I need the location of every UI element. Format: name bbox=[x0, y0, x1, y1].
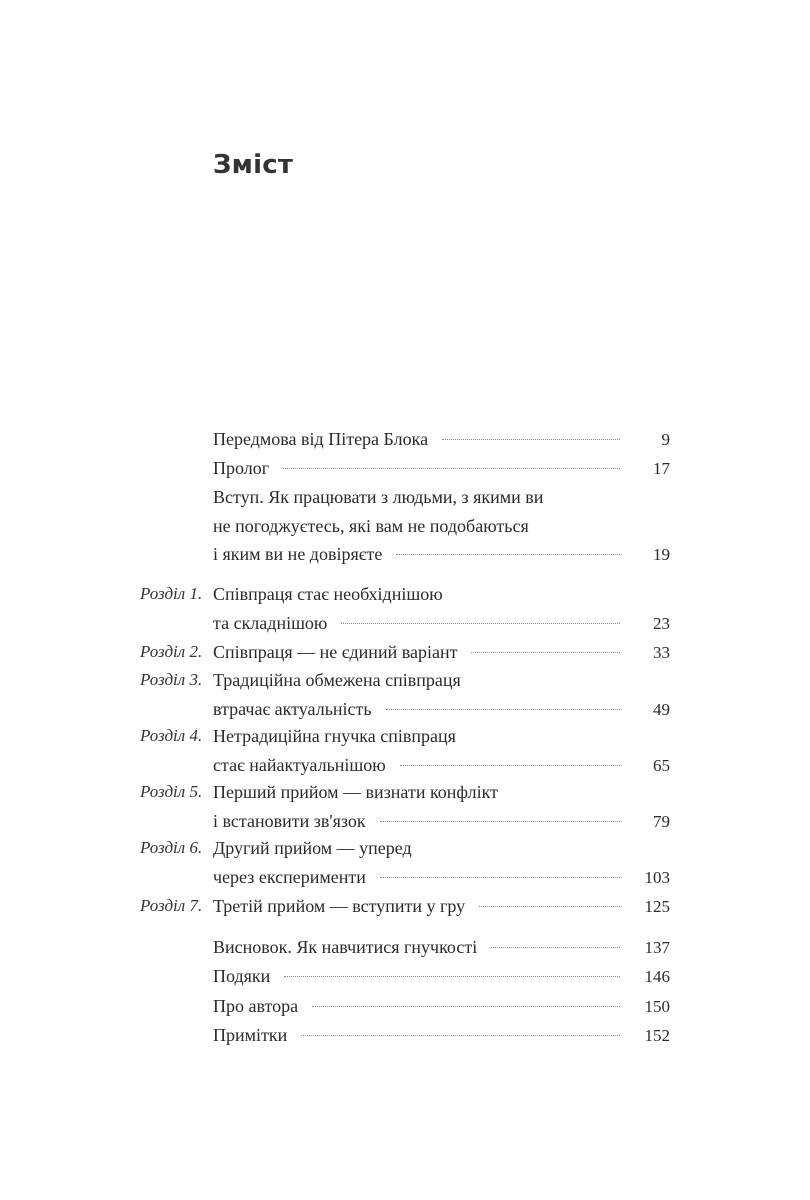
entry-title: і яким ви не довіряєте bbox=[213, 544, 383, 564]
dot-leader bbox=[380, 877, 620, 878]
dot-leader bbox=[380, 821, 620, 822]
entry-title: Передмова від Пітера Блока bbox=[213, 429, 429, 449]
page-number: 152 bbox=[644, 1026, 670, 1045]
page-number: 49 bbox=[653, 699, 670, 719]
page-number: 79 bbox=[653, 811, 670, 831]
entry-title: не погоджуєтесь, які вам не подобаються bbox=[213, 515, 529, 536]
chapter-label: Розділ 4. bbox=[140, 726, 203, 745]
entry-title: та складнішою bbox=[213, 612, 328, 633]
page-number: 103 bbox=[644, 867, 670, 887]
dot-leader bbox=[442, 439, 620, 440]
entry-title: Третій прийом — вступити у гру bbox=[213, 896, 466, 916]
entry-title: втрачає актуальність bbox=[213, 698, 372, 719]
chapter-label: Розділ 3. bbox=[140, 670, 203, 689]
dot-leader bbox=[386, 709, 620, 710]
dot-leader bbox=[284, 976, 620, 977]
page-number: 17 bbox=[653, 459, 670, 478]
entry-title: Нетрадиційна гнучка співпраця bbox=[213, 726, 456, 746]
entry-title: Другий прийом — уперед bbox=[213, 838, 412, 858]
chapter-label: Розділ 7. bbox=[140, 896, 203, 915]
entry-title: Традиційна обмежена співпраця bbox=[213, 670, 461, 690]
page-number: 33 bbox=[653, 643, 670, 662]
page-number: 146 bbox=[644, 967, 670, 986]
entry-title: Вступ. Як працювати з людьми, з якими ви bbox=[213, 487, 544, 507]
toc-entry-notes[interactable] bbox=[140, 1021, 670, 1050]
page-number: 125 bbox=[644, 897, 670, 916]
page-title: Зміст bbox=[213, 150, 294, 180]
entry-title: через експерименти bbox=[213, 866, 366, 887]
page-number: 19 bbox=[653, 545, 670, 564]
dot-leader bbox=[283, 468, 620, 469]
toc-entry-chapter-3[interactable] bbox=[140, 666, 670, 723]
entry-title: стає найактуальнішою bbox=[213, 754, 386, 775]
entry-title: Примітки bbox=[213, 1025, 288, 1045]
entry-title: Про автора bbox=[213, 996, 299, 1016]
dot-leader bbox=[396, 554, 620, 555]
page-number: 9 bbox=[661, 430, 670, 449]
toc-entry-chapter-6[interactable] bbox=[140, 834, 670, 891]
toc-entry-chapter-1[interactable] bbox=[140, 580, 670, 637]
toc-entry-chapter-2[interactable] bbox=[140, 638, 670, 667]
chapter-label: Розділ 6. bbox=[140, 838, 203, 857]
entry-title: Співпраця стає необхіднішою bbox=[213, 584, 443, 604]
page-number: 137 bbox=[644, 938, 670, 957]
entry-title: і встановити зв'язок bbox=[213, 810, 366, 831]
toc-entry-introduction[interactable] bbox=[140, 483, 670, 569]
toc-entry-chapter-4[interactable] bbox=[140, 722, 670, 779]
toc-entry-chapter-7[interactable] bbox=[140, 892, 670, 921]
toc-entry-foreword[interactable] bbox=[140, 425, 670, 454]
chapter-label: Розділ 5. bbox=[140, 782, 203, 801]
chapter-label: Розділ 1. bbox=[140, 584, 203, 603]
dot-leader bbox=[400, 765, 620, 766]
toc-entry-acknowledgements[interactable] bbox=[140, 962, 670, 991]
chapter-label: Розділ 2. bbox=[140, 642, 203, 661]
entry-title: Перший прийом — визнати конфлікт bbox=[213, 782, 498, 802]
entry-title: Пролог bbox=[213, 458, 270, 478]
page-number: 65 bbox=[653, 755, 670, 775]
entry-title: Подяки bbox=[213, 966, 271, 986]
dot-leader bbox=[471, 652, 620, 653]
toc-entry-about-author[interactable] bbox=[140, 992, 670, 1021]
dot-leader bbox=[341, 623, 620, 624]
toc-entry-conclusion[interactable] bbox=[140, 933, 670, 962]
page-number: 23 bbox=[653, 613, 670, 633]
dot-leader bbox=[301, 1035, 620, 1036]
dot-leader bbox=[479, 906, 620, 907]
entry-title: Співпраця — не єдиний варіант bbox=[213, 642, 458, 662]
dot-leader bbox=[491, 947, 620, 948]
dot-leader bbox=[312, 1006, 620, 1007]
toc-entry-chapter-5[interactable] bbox=[140, 778, 670, 835]
entry-title: Висновок. Як навчитися гнучкості bbox=[213, 937, 478, 957]
page-number: 150 bbox=[644, 997, 670, 1016]
toc-entry-prologue[interactable] bbox=[140, 454, 670, 483]
